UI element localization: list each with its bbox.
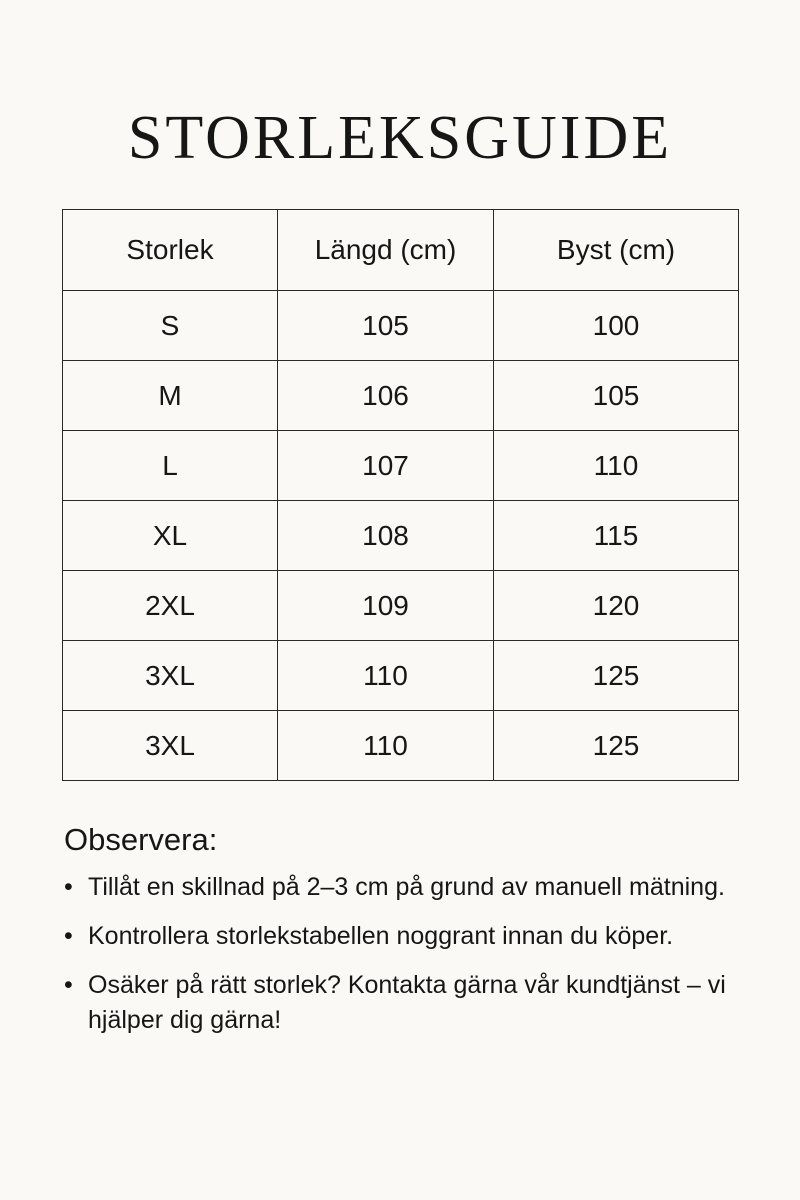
cell-length: 108 — [278, 501, 494, 571]
table-row — [63, 431, 739, 501]
cell-length: 110 — [278, 711, 494, 781]
cell-size: XL — [63, 501, 278, 571]
cell-length: 110 — [278, 641, 494, 711]
bullet-icon: • — [64, 971, 73, 999]
cell-size: M — [63, 361, 278, 431]
notes-section — [64, 818, 744, 1052]
table-row — [63, 641, 739, 711]
cell-bust: 100 — [494, 291, 739, 361]
cell-size: 3XL — [63, 641, 278, 711]
cell-size: 2XL — [63, 571, 278, 641]
table-header-row — [63, 210, 739, 291]
table-row — [63, 711, 739, 781]
cell-bust: 125 — [494, 641, 739, 711]
header-size: Storlek — [63, 210, 278, 291]
cell-bust: 110 — [494, 431, 739, 501]
cell-bust: 125 — [494, 711, 739, 781]
list-item — [64, 968, 744, 1038]
note-text: Tillåt en skillnad på 2–3 cm på grund av manuell mätning. — [88, 873, 725, 901]
notes-list — [64, 870, 744, 1038]
cell-size: S — [63, 291, 278, 361]
table-row — [63, 501, 739, 571]
cell-size: 3XL — [63, 711, 278, 781]
note-text: Osäker på rätt storlek? Kontakta gärna vår kundtjänst – vi hjälper dig gärna! — [88, 971, 726, 1034]
table-row — [63, 291, 739, 361]
list-item — [64, 919, 744, 954]
cell-bust: 120 — [494, 571, 739, 641]
notes-heading: Observera: — [64, 822, 218, 857]
header-length: Längd (cm) — [278, 210, 494, 291]
cell-bust: 105 — [494, 361, 739, 431]
table-row — [63, 571, 739, 641]
bullet-icon: • — [64, 922, 73, 950]
table-row — [63, 361, 739, 431]
cell-length: 107 — [278, 431, 494, 501]
cell-size: L — [63, 431, 278, 501]
bullet-icon: • — [64, 873, 73, 901]
note-text: Kontrollera storlekstabellen noggrant innan du köper. — [88, 922, 674, 950]
cell-length: 106 — [278, 361, 494, 431]
cell-length: 109 — [278, 571, 494, 641]
size-table — [62, 209, 739, 781]
header-bust: Byst (cm) — [494, 210, 739, 291]
cell-bust: 115 — [494, 501, 739, 571]
cell-length: 105 — [278, 291, 494, 361]
page-title: STORLEKSGUIDE — [127, 104, 673, 172]
list-item — [64, 870, 744, 905]
